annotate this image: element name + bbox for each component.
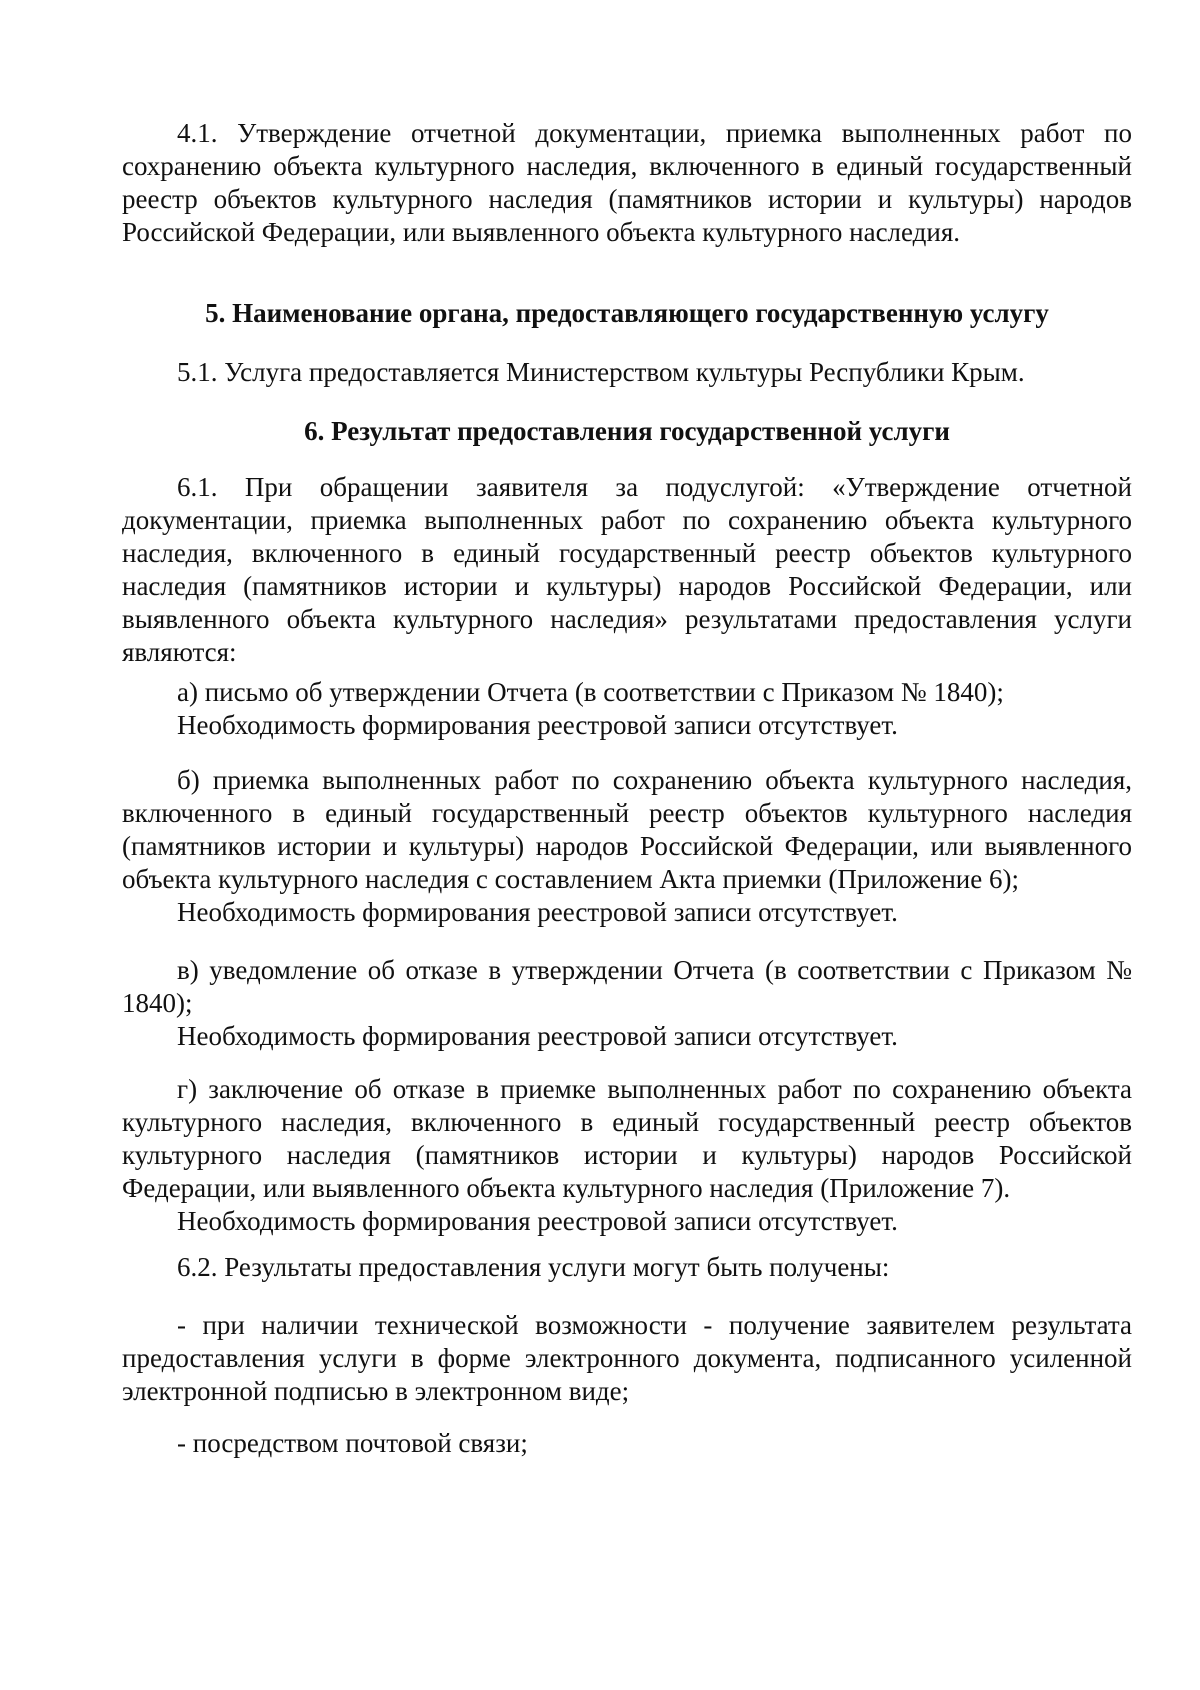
list-dash-electronic: - при наличии технической возможности - получение заявителем результата предоставления услуги в форме электронного документа, подписанного усиленной электронной подписью в электронном виде; bbox=[122, 1310, 1132, 1406]
section-5-heading: 5. Наименование органа, предоставляющего государственную услугу bbox=[205, 298, 1049, 328]
list-item-g-text: г) заключение об отказе в приемке выполненных работ по сохранению объекта культурного наследия, включенного в единый государственный реестр объектов культурного наследия (памятников истории и культуры) народов Российской Федерации, или выявленного объекта культурного наследия (Приложение 7). bbox=[122, 1074, 1132, 1203]
paragraph-4-1: 4.1. Утверждение отчетной документации, приемка выполненных работ по сохранению объекта культурного наследия, включенного в единый государственный реестр объектов культурного наследия (памятников истории и культуры) народов Российской Федерации, или выявленного объекта культурного наследия. bbox=[122, 118, 1132, 247]
list-dash-postal: - посредством почтовой связи; bbox=[177, 1428, 528, 1458]
list-item-a bbox=[122, 676, 1132, 742]
list-item-v-note: Необходимость формирования реестровой записи отсутствует. bbox=[177, 1021, 898, 1051]
list-item-g-note: Необходимость формирования реестровой записи отсутствует. bbox=[177, 1206, 898, 1236]
list-item-v-text: в) уведомление об отказе в утверждении Отчета (в соответствии с Приказом № 1840); bbox=[122, 955, 1132, 1018]
list-item-v bbox=[122, 954, 1132, 1053]
list-item-b bbox=[122, 764, 1132, 929]
section-6-heading: 6. Результат предоставления государственной услуги bbox=[304, 416, 950, 446]
list-item-b-note: Необходимость формирования реестровой записи отсутствует. bbox=[177, 897, 898, 927]
paragraph-6-1: 6.1. При обращении заявителя за подуслугой: «Утверждение отчетной документации, приемка выполненных работ по сохранению объекта культурного наследия, включенного в единый государственный реестр объектов культурного наследия (памятников истории и культуры) народов Российской Федерации, или выявленного объекта культурного наследия» результатами предоставления услуги являются: bbox=[122, 472, 1132, 667]
paragraph-6-2: 6.2. Результаты предоставления услуги могут быть получены: bbox=[177, 1252, 890, 1282]
list-item-a-text: а) письмо об утверждении Отчета (в соответствии с Приказом № 1840); bbox=[177, 677, 1004, 707]
list-item-b-text: б) приемка выполненных работ по сохранению объекта культурного наследия, включенного в единый государственный реестр объектов культурного наследия (памятников истории и культуры) народов Российской Федерации, или выявленного объекта культурного наследия с составлением Акта приемки (Приложение 6); bbox=[122, 765, 1132, 894]
list-item-g bbox=[122, 1073, 1132, 1238]
paragraph-5-1: 5.1. Услуга предоставляется Министерством культуры Республики Крым. bbox=[177, 357, 1025, 387]
list-item-a-note: Необходимость формирования реестровой записи отсутствует. bbox=[177, 710, 898, 740]
